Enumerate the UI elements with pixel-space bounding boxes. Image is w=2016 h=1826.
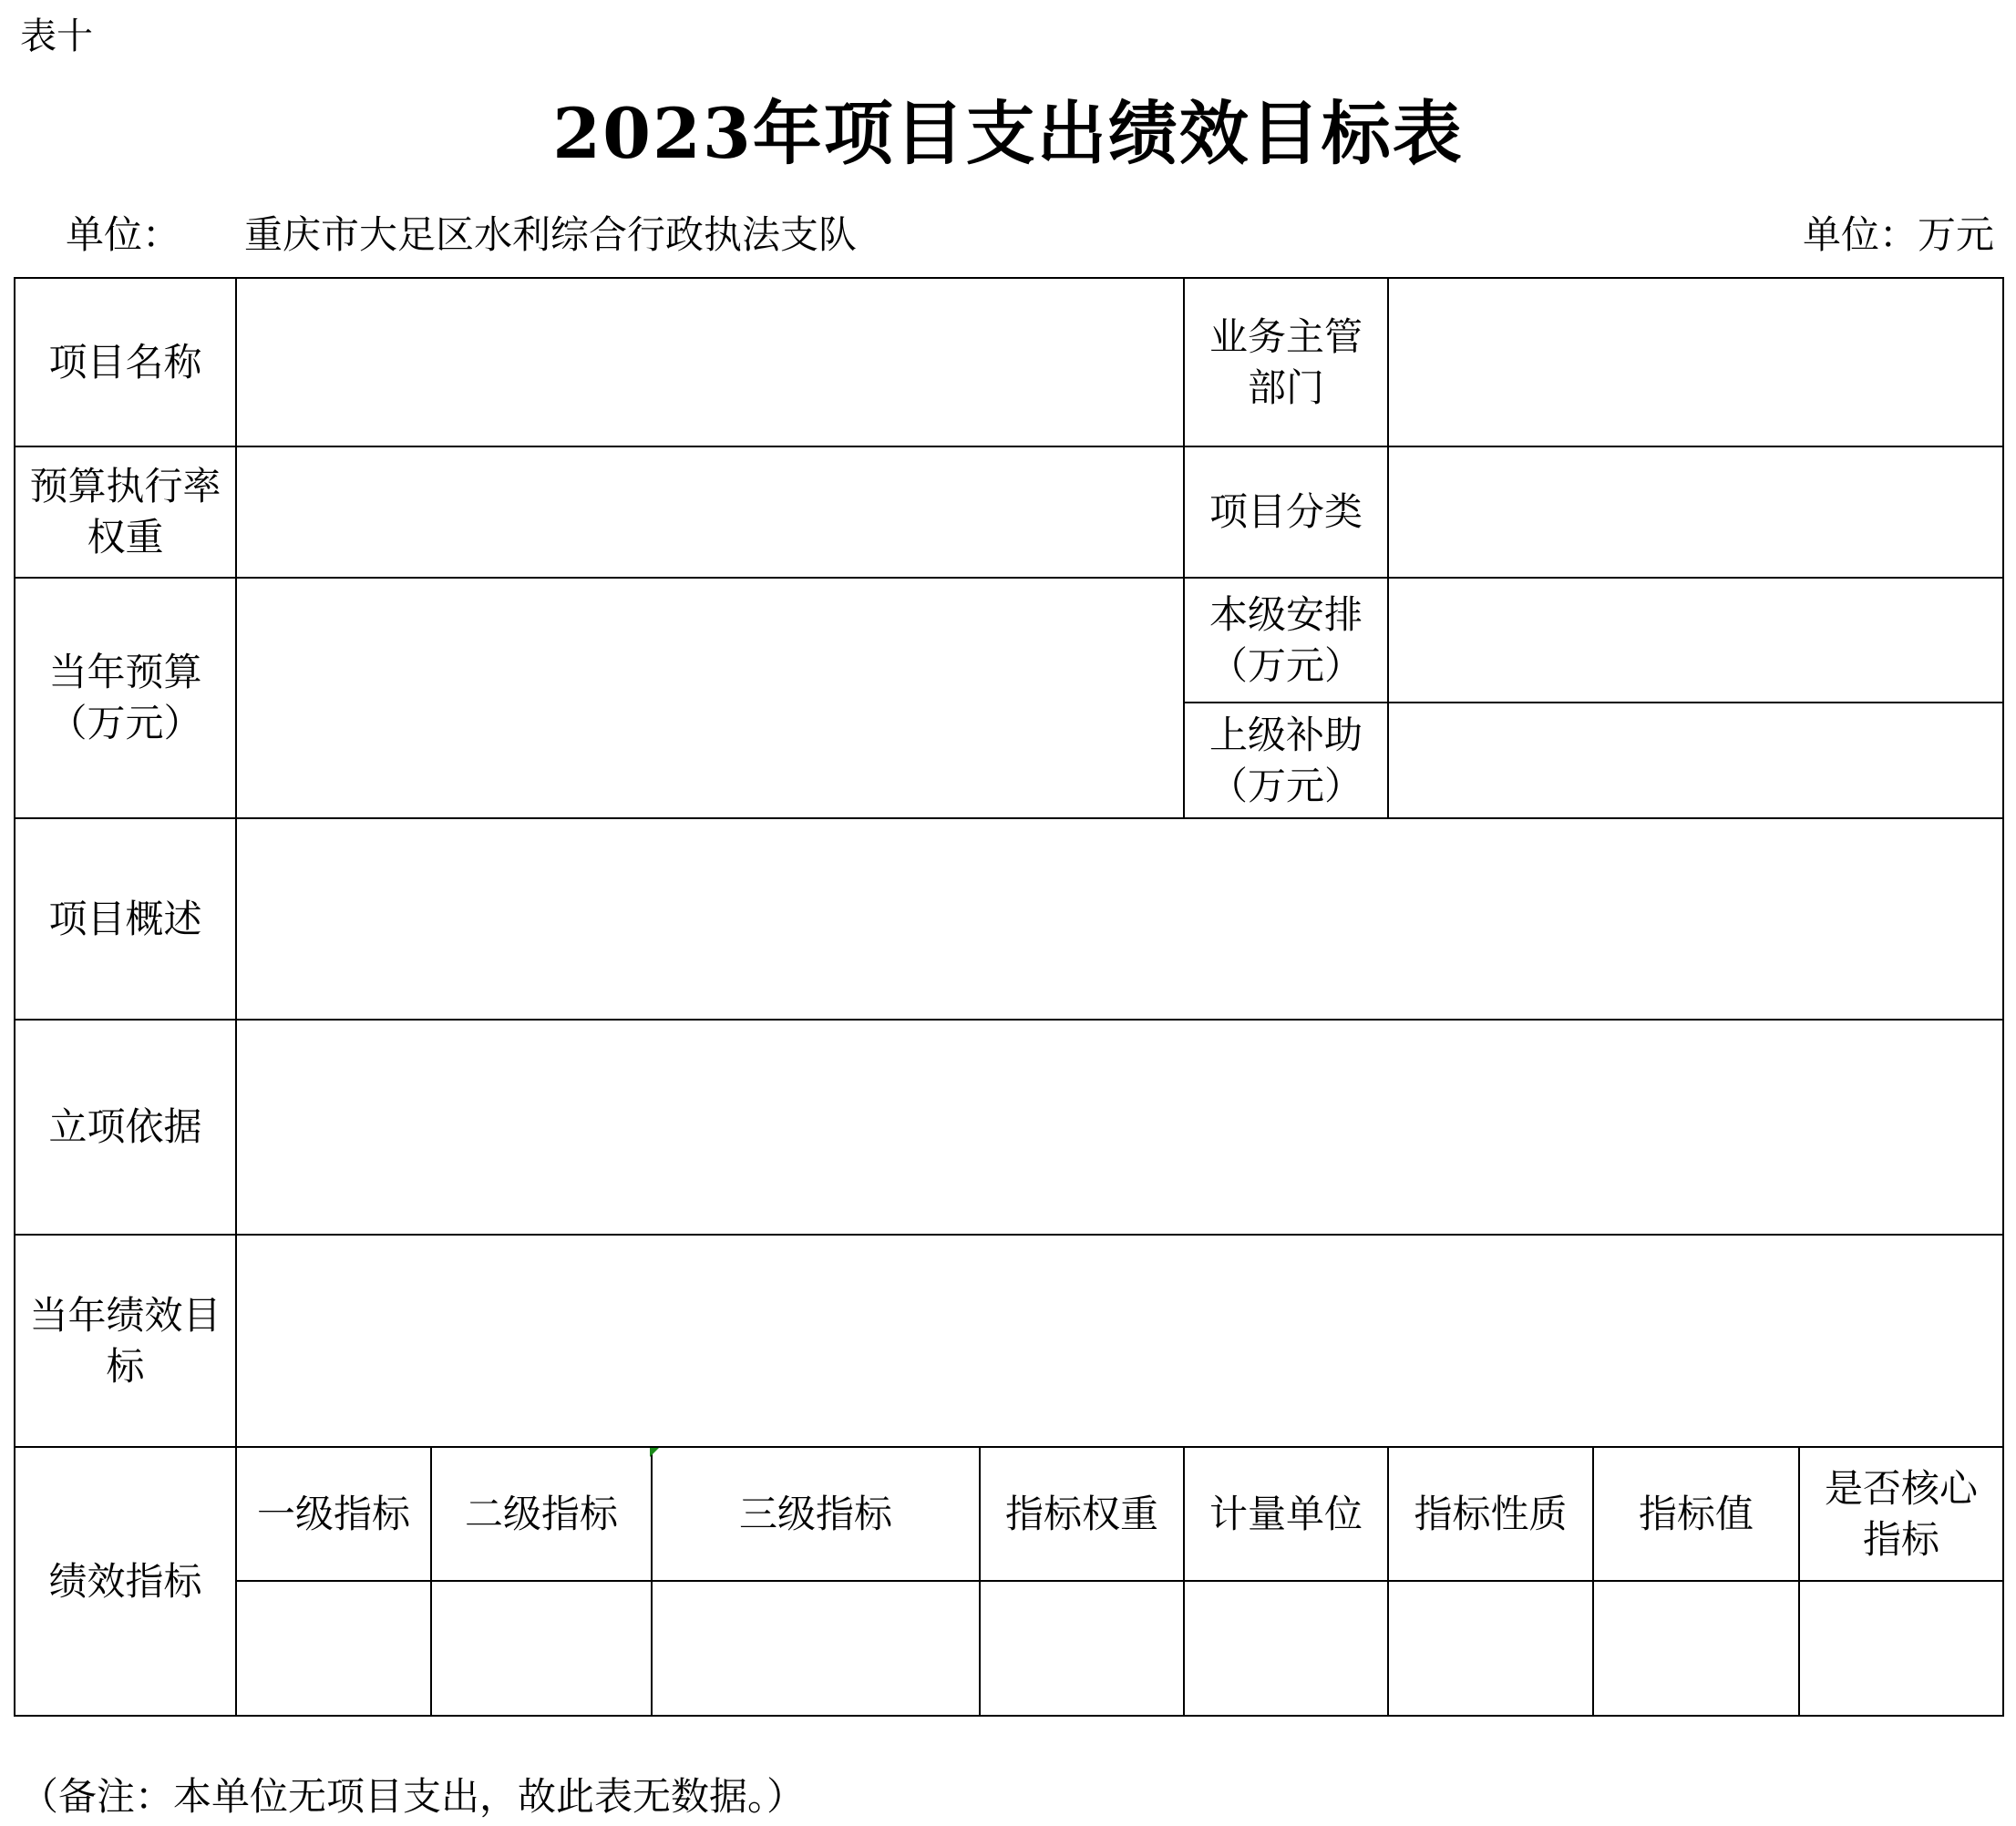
exec-rate-label: 预算执行率权重 [15,446,236,578]
indicator-header-weight: 指标权重 [980,1447,1184,1581]
budget-label: 当年预算（万元） [15,578,236,818]
performance-goal-table [14,277,2004,1717]
row-indicator-values [15,1581,2003,1716]
currency-unit: 单位：万元 [1802,212,1994,257]
department-value [1388,278,2003,446]
category-value [1388,446,2003,578]
department-label: 业务主管部门 [1184,278,1388,446]
unit-name: 重庆市大足区水利综合行政执法支队 [244,212,858,257]
overview-label: 项目概述 [15,818,236,1020]
indicator-header-core: 是否核心指标 [1799,1447,2003,1581]
indicator-cell-value [1593,1581,1799,1716]
unit-label: 单位： [66,212,181,257]
row-goal [15,1235,2003,1447]
indicator-header-unit: 计量单位 [1184,1447,1388,1581]
budget-value [236,578,1184,818]
row-project-name [15,278,2003,446]
project-name-label: 项目名称 [15,278,236,446]
indicator-header-level1: 一级指标 [236,1447,431,1581]
footer-note: （备注：本单位无项目支出，故此表无数据。） [20,1774,806,1819]
local-arrangement-value [1388,578,2003,703]
row-budget-local [15,578,2003,703]
overview-value [236,818,2003,1020]
row-indicator-headers [15,1447,2003,1581]
row-basis [15,1020,2003,1235]
row-overview [15,818,2003,1020]
indicator-cell-unit [1184,1581,1388,1716]
indicator-cell-level1 [236,1581,431,1716]
local-arrangement-label: 本级安排（万元） [1184,578,1388,703]
indicator-cell-nature [1388,1581,1593,1716]
page-title: 2023年项目支出绩效目标表 [552,93,1464,174]
row-exec-rate [15,446,2003,578]
basis-label: 立项依据 [15,1020,236,1235]
indicator-cell-level3 [652,1581,980,1716]
upper-subsidy-label: 上级补助（万元） [1184,703,1388,818]
indicator-header-level3: 三级指标 [652,1447,980,1581]
indicator-header-nature: 指标性质 [1388,1447,1593,1581]
goal-value [236,1235,2003,1447]
indicator-cell-core [1799,1581,2003,1716]
exec-rate-value [236,446,1184,578]
project-name-value [236,278,1184,446]
indicator-header-level2: 二级指标 [431,1447,652,1581]
upper-subsidy-value [1388,703,2003,818]
category-label: 项目分类 [1184,446,1388,578]
table-number-label: 表十 [20,15,93,57]
indicator-cell-level2 [431,1581,652,1716]
cell-comment-marker [650,1448,659,1457]
indicator-cell-weight [980,1581,1184,1716]
indicators-label: 绩效指标 [15,1447,236,1716]
indicator-header-value: 指标值 [1593,1447,1799,1581]
basis-value [236,1020,2003,1235]
goal-label: 当年绩效目标 [15,1235,236,1447]
